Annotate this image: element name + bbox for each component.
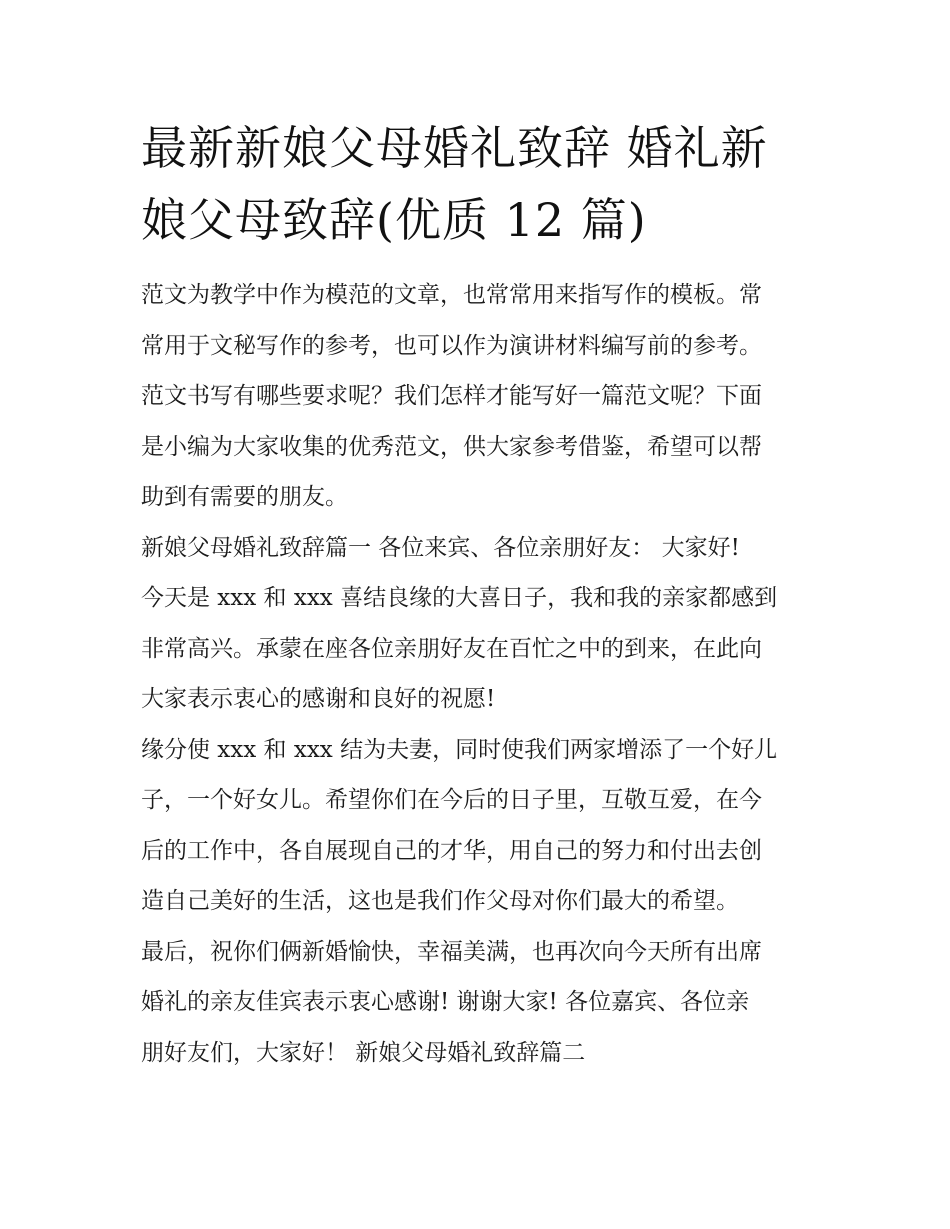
paragraph-line: 助到有需要的朋友。 <box>141 484 348 510</box>
paragraph-line: 朋好友们，大家好！ 新娘父母婚礼致辞篇二 <box>141 1039 586 1066</box>
paragraph-intro <box>141 270 813 523</box>
title-line-2: 娘父母致辞(优质 12 篇) <box>141 193 647 247</box>
paragraph-speech-opening <box>141 523 813 725</box>
paragraph-speech-closing <box>141 927 813 1079</box>
paragraph-line: 是小编为大家收集的优秀范文，供大家参考借鉴，希望可以帮 <box>141 433 762 460</box>
paragraph-line: 今天是 xxx 和 xxx 喜结良缘的大喜日子，我和我的亲家都感到 <box>141 585 778 611</box>
paragraph-line: 范文书写有哪些要求呢？我们怎样才能写好一篇范文呢？下面 <box>141 383 762 409</box>
paragraph-line: 造自己美好的生活，这也是我们作父母对你们最大的希望。 <box>141 888 739 914</box>
document-content <box>141 112 813 1078</box>
paragraph-line: 子，一个好女儿。希望你们在今后的日子里，互敬互爱，在今 <box>141 787 762 813</box>
title-line-1: 最新新娘父母婚礼致辞 婚礼新 <box>141 121 768 175</box>
paragraph-line: 婚礼的亲友佳宾表示衷心感谢! 谢谢大家! 各位嘉宾、各位亲 <box>141 989 750 1015</box>
paragraph-line: 大家表示衷心的感谢和良好的祝愿! <box>141 686 496 712</box>
paragraph-line: 后的工作中，各自展现自己的才华，用自己的努力和付出去创 <box>141 837 762 864</box>
paragraph-line: 常用于文秘写作的参考，也可以作为演讲材料编写前的参考。 <box>141 332 762 359</box>
paragraph-line: 范文为教学中作为模范的文章，也常常用来指写作的模板。常 <box>141 282 762 308</box>
paragraph-line: 新娘父母婚礼致辞篇一 各位来宾、各位亲朋好友： 大家好! <box>141 534 740 561</box>
paragraph-speech-wishes <box>141 725 813 927</box>
paragraph-line: 非常高兴。承蒙在座各位亲朋好友在百忙之中的到来，在此向 <box>141 635 762 662</box>
paragraph-line: 最后，祝你们俩新婚愉快，幸福美满，也再次向今天所有出席 <box>141 938 762 965</box>
paragraph-line: 缘分使 xxx 和 xxx 结为夫妻，同时使我们两家增添了一个好儿 <box>141 736 778 763</box>
document-title <box>141 112 813 256</box>
